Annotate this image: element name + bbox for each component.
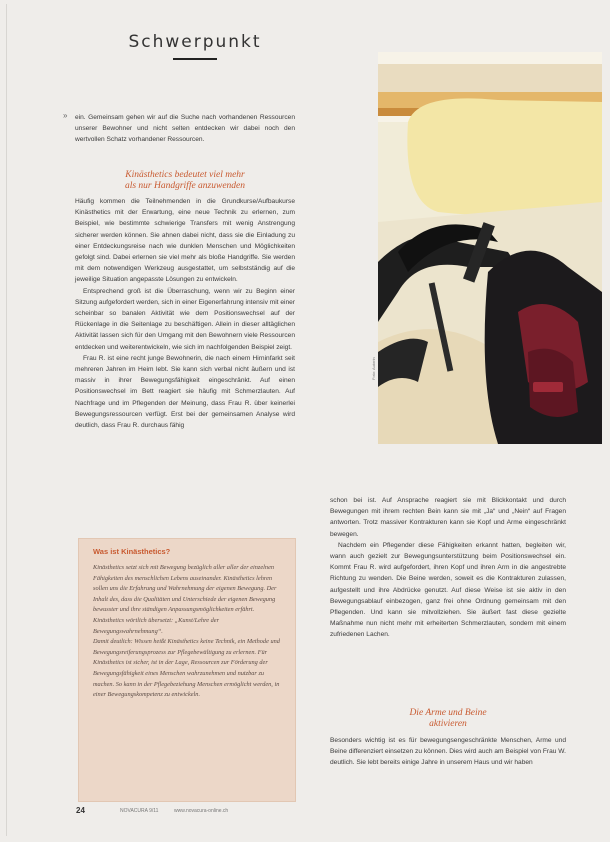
subheading-arms-legs — [330, 708, 566, 730]
page-number: 24 — [76, 806, 85, 815]
body-paragraph: Entsprechend groß ist die Überraschung, wenn wir zu Beginn einer Sitzung aufgefordert werden, sich in einer Eigenerfahrung intensiv mit einer scheinbar so banalen Aktivität wie dem Positionswechsel auf der Rückenlage in die Seitenlage zu beschäftigen. Allein in dieser alltäglichen Aktivität lassen sich für den Umgang mit den Bewohnern viele Ressourcen entdecken und weiterentwickeln, wie sich im nachfolgenden Beispiel zeigt. — [75, 287, 295, 351]
subheading-line: Die Arme und Beine — [409, 708, 487, 718]
column-2-body-end — [330, 735, 566, 769]
column-1-body — [75, 196, 295, 431]
subheading-kinaesthetics — [75, 170, 295, 192]
subheading-line: als nur Handgriffe anzuwenden — [124, 181, 246, 191]
issue-label: NOVACURA 9/11 — [120, 808, 159, 814]
info-box-title: Was ist Kinästhetics? — [93, 547, 171, 556]
wheelchair-photo — [378, 52, 602, 444]
title-underline — [173, 58, 217, 60]
info-box-paragraph: Kinästhetics setzt sich mit Bewegung bezüglich aller aller der einzelnen Fähigkeiten des menschlichen Lebens auseinander. Kinästhetics lehren sollen uns die Erfahrung und Wahrnehmung der eigenen Bewegung. Der Inhalt des, dass die Qualitäten und Unterschiede der eigenen Bewegung bewusster und ihre ständigen Anpassungsmöglichkeiten erfährt. Kinästhetics wörtlich übersetzt: „Kunst/Lehre der Bewegungswahrnehmung“. — [93, 564, 277, 635]
body-paragraph: Häufig kommen die Teilnehmenden in die Grundkurse/Aufbaukurse Kinästhetics mit der Erwartung, eine neue Technik zu erlernen, zum Beispiel, wie bestimmte schwierige Transfers mit wenig Anstrengung sicherer werden können. Sie ahnen dabei nicht, dass sie die Einladung zu einer Entdeckungsreise nach wie dunklen Menschen und Möglichkeiten gefolgt sind. Dabei erlernen sie viel mehr als bloße Handgriffe. Sie werden mit dem notwendigen Werkzeug ausgestattet, um selbstständig auf die jeweilige Situation angepasste Lösungen zu entwickeln. — [75, 198, 295, 284]
body-paragraph: schon bei ist. Auf Ansprache reagiert sie mit Blickkontakt und durch Bewegungen mit ihrem rechten Bein kann sie mit „Ja“ und „Nein“ auf Fragen antworten. Trotz massiver Kontrakturen kann sie Kopf und Arme eingeschränkt bewegen. — [330, 497, 566, 538]
wheelchair-photo-illustration — [378, 52, 602, 444]
continuation-arrow-icon: » — [63, 111, 68, 120]
intro-text: ein. Gemeinsam gehen wir auf die Suche nach vorhandenen Ressourcen unserer Bewohner und nicht selten entdecken wir dabei noch den wertvollen Schatz vorhandener Ressourcen. — [75, 114, 295, 144]
column-2-body — [330, 495, 566, 641]
subheading-line: aktivieren — [429, 719, 467, 729]
subheading-line: Kinästhetics bedeutet viel mehr — [125, 170, 245, 180]
section-title: Schwerpunkt — [128, 32, 262, 52]
body-paragraph: Besonders wichtig ist es für bewegungsengeschränkte Menschen, Arme und Beine differenziert einsetzen zu können. Dies wird auch am Beispiel von Frau W. deutlich. Sie lebt bereits einige Jahre in unserem Haus und wir haben — [330, 737, 566, 767]
body-paragraph: Nachdem ein Pflegender diese Fähigkeiten erkannt hatten, begleiten wir, wann auch gezielt zur Bewegungsunterstützung beim Positionswechsel ein. Kommt Frau R. wird aufgefordert, ihren Kopf und ihren Arm in die angestrebte Richtung zu wenden. Die Beine werden, soweit es die Kontrakturen zulassen, aufgestellt und ihre Abdrücke genutzt. Auf diese Weise ist sie aktiv in den Bewegungsablauf einbezogen, ganz frei ohne Ordnung gemeinsam mit den Pflegenden. Und kann sie mitvollziehen. Sie äußert fast diese gezielte Maßnahme nun nicht mehr mit erheiterten Schmerzlauten, sondern mit einem zufriedenen Lachen. — [330, 541, 566, 639]
info-box-body — [93, 563, 283, 701]
info-box — [78, 538, 296, 802]
intro-paragraph — [75, 112, 295, 146]
website-url: www.novacura-online.ch — [174, 808, 229, 814]
info-box-paragraph: Damit deutlich: Wissen heißt Kinästhetics keine Technik, ein Methode und Bewegungsreiferungsprozess zur Pflegebewältigung zu erlernen. Für Kinästhetics ist sicher, ist in der Lage, Ressourcen zur Förderung der Bewegungsfähigkeit eines Menschen wahrzunehmen und nutzbar zu machen. So kann in der Pflegebeziehung Menschen ermöglicht werden, in einer Bewegungskompetenz zu entwickeln. — [93, 638, 280, 699]
photo-credit: Foto: Autorin — [371, 357, 376, 380]
body-paragraph: Frau R. ist eine recht junge Bewohnerin, die nach einem Hirninfarkt seit mehreren Jahren im Heim lebt. Sie kann sich verbal nicht äußern und ist massiv in ihrer Bewegungsfähigkeit eingeschränkt. Auf einen Positionswechsel im Bett reagiert sie häufig mit Schmerzlauten. Auf Nachfrage und im Pflegenden der Meinung, dass Frau R. über keinerlei Bewegungsressourcen verfügt. Erst bei der gemeinsamen Analyse wird deutlich, dass Frau R. durchaus fähig — [75, 354, 295, 430]
